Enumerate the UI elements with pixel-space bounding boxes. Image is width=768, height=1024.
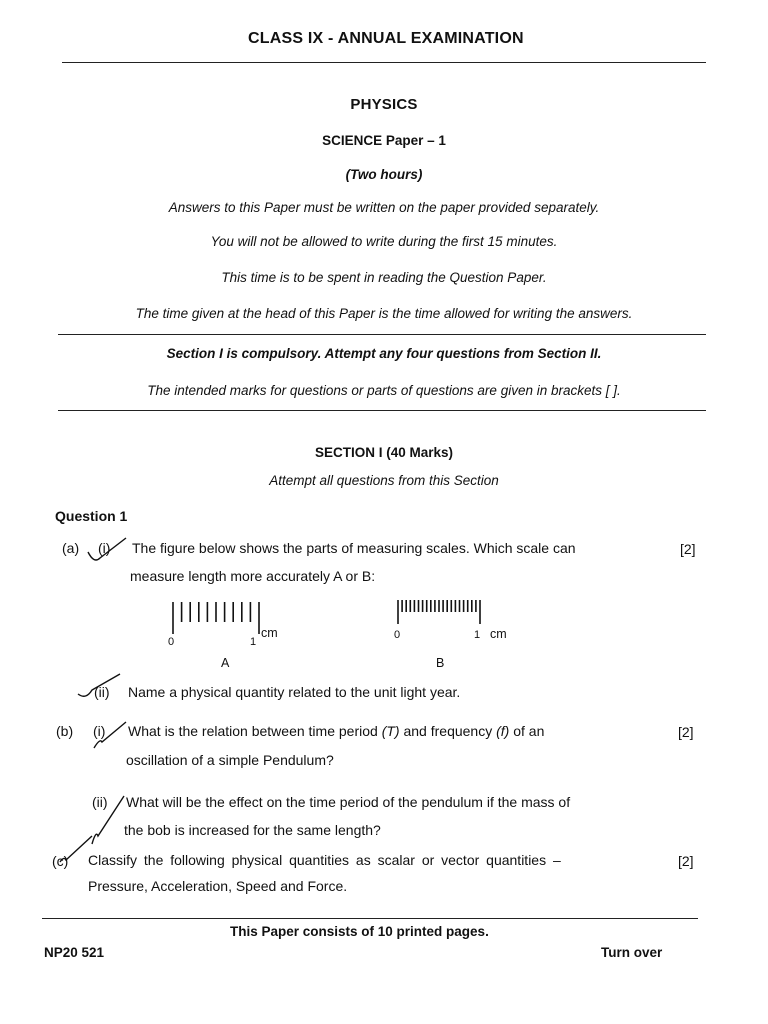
part-a-marks: [2] <box>680 541 696 557</box>
symbol-f: (f) <box>496 723 510 739</box>
section-heading: SECTION I (40 Marks) <box>314 445 454 460</box>
check-mark-icon <box>86 536 136 566</box>
instruction-4: The time given at the head of this Paper is the time allowed for writing the answers. <box>135 306 633 321</box>
pages-note: This Paper consists of 10 printed pages. <box>230 924 489 939</box>
part-b-ii-line2: the bob is increased for the same length? <box>124 822 381 838</box>
scale-a <box>165 598 305 678</box>
section-note-2: The intended marks for questions or parts of questions are given in brackets [ ]. <box>147 383 621 398</box>
scale-b <box>392 598 532 678</box>
part-a-ii-label: (ii) <box>94 684 110 700</box>
paper-title: SCIENCE Paper – 1 <box>322 133 446 148</box>
scale-b-unit: cm <box>490 627 507 641</box>
part-a-i-label: (i) <box>98 540 111 556</box>
instruction-1: Answers to this Paper must be written on the paper provided separately. <box>168 200 600 215</box>
scale-a-zero: 0 <box>168 636 175 648</box>
part-b-i-label: (i) <box>93 723 106 739</box>
part-b-label: (b) <box>56 723 74 739</box>
part-c-label: (c) <box>52 853 69 869</box>
duration: (Two hours) <box>345 167 423 182</box>
paper-code: NP20 521 <box>44 945 105 960</box>
scale-b-zero: 0 <box>394 629 401 641</box>
symbol-T: (T) <box>381 723 400 739</box>
part-a-i-line1: The figure below shows the parts of measuring scales. Which scale can <box>132 540 576 556</box>
footer-rule <box>42 918 698 919</box>
part-b-marks: [2] <box>678 724 694 740</box>
scale-b-one: 1 <box>474 629 481 641</box>
part-a-ii-text: Name a physical quantity related to the unit light year. <box>128 684 461 700</box>
notes-rule <box>58 410 706 411</box>
instruction-3: This time is to be spent in reading the Question Paper. <box>221 270 547 285</box>
part-c-line1: Classify the following physical quantities as scalar or vector quantities – <box>88 852 561 868</box>
part-a-label: (a) <box>62 540 80 556</box>
part-b-ii-label: (ii) <box>92 794 108 810</box>
instructions-rule <box>58 334 706 335</box>
part-b-i-text-a: What is the relation between time period <box>128 723 382 739</box>
section-note-1: Section I is compulsory. Attempt any four questions from Section II. <box>166 346 602 361</box>
part-b-ii-line1: What will be the effect on the time period of the pendulum if the mass of <box>126 794 571 810</box>
section-subheading: Attempt all questions from this Section <box>269 473 499 488</box>
part-b-i-line1 <box>128 723 544 739</box>
part-b-i-line2: oscillation of a simple Pendulum? <box>126 752 334 768</box>
part-b-i-text-c: of an <box>509 723 545 739</box>
check-mark-icon <box>92 718 132 754</box>
part-a-i-line2: measure length more accurately A or B: <box>130 568 376 584</box>
turn-over: Turn over <box>601 945 663 960</box>
scale-a-unit: cm <box>261 626 278 640</box>
scale-b-label: B <box>436 656 445 670</box>
scale-a-label: A <box>221 656 230 670</box>
scale-a-ticks <box>165 598 275 638</box>
subject-title: PHYSICS <box>350 96 418 113</box>
part-c-marks: [2] <box>678 853 694 869</box>
question-title: Question 1 <box>55 508 128 524</box>
header-rule <box>62 62 706 63</box>
instruction-2: You will not be allowed to write during the first 15 minutes. <box>210 234 558 249</box>
part-c-line2: Pressure, Acceleration, Speed and Force. <box>88 878 348 894</box>
exam-title: CLASS IX - ANNUAL EXAMINATION <box>248 30 524 47</box>
scale-a-one: 1 <box>250 636 257 648</box>
part-b-i-text-b: and frequency <box>399 723 497 739</box>
